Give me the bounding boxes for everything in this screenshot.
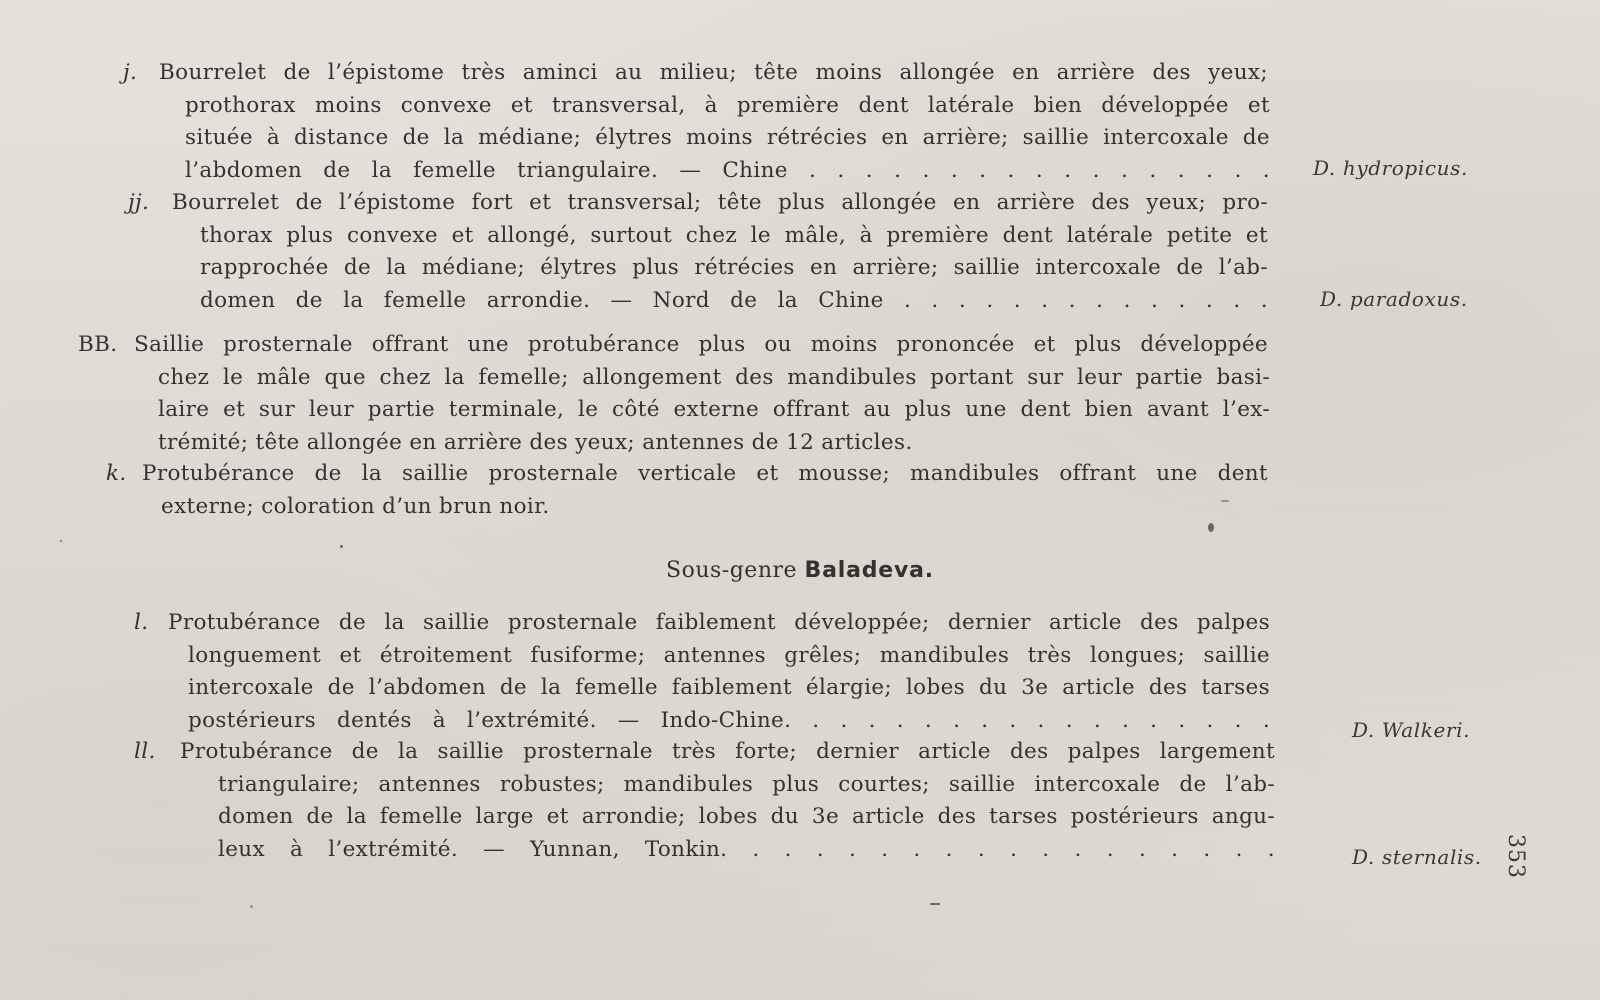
entry-line: rapprochée de la médiane; élytres plus rétrécies en arrière; saillie intercoxale de l’ab- xyxy=(200,255,1268,280)
entry-line: située à distance de la médiane; élytres moins rétrécies en arrière; saillie intercoxale de xyxy=(185,125,1270,150)
species-name: D. paradoxus. xyxy=(1320,287,1468,311)
entry-line: intercoxale de l’abdomen de la femelle faiblement élargie; lobes du 3e article des tarses xyxy=(188,675,1270,700)
entry-line: thorax plus convexe et allongé, surtout chez le mâle, à première dent latérale petite et xyxy=(200,222,1268,248)
entry-line: domen de la femelle arrondie. — Nord de la Chine . . . . . . . . . . . . . . xyxy=(200,287,1268,313)
key-entry-k xyxy=(106,458,1268,523)
subgenus-heading xyxy=(0,558,1600,583)
entry-line: Protubérance de la saillie prosternale verticale et mousse; mandibules offrant une dent xyxy=(142,461,1268,486)
entry-line: postérieurs dentés à l’extrémité. — Indo-Chine. . . . . . . . . . . . . . . . . . xyxy=(188,707,1270,733)
subgenus-name: Baladeva. xyxy=(804,558,934,583)
paper-speck xyxy=(1208,523,1214,532)
entry-line: longuement et étroitement fusiforme; antennes grêles; mandibules très longues; saillie xyxy=(188,642,1270,668)
key-entry-l xyxy=(134,607,1270,737)
entry-line: trémité; tête allongée en arrière des yeux; antennes de 12 articles. xyxy=(158,429,913,455)
entry-line: Saillie prosternale offrant une protubérance plus ou moins prononcée et plus développée xyxy=(134,332,1268,357)
species-name: D. hydropicus. xyxy=(1313,156,1468,180)
paper-speck xyxy=(250,905,253,908)
entry-line: l’abdomen de la femelle triangulaire. — Chine . . . . . . . . . . . . . . . . . xyxy=(185,157,1270,183)
entry-line: laire et sur leur partie terminale, le côté externe offrant au plus une dent bien avant l’ex- xyxy=(158,397,1270,422)
entry-line: leux à l’extrémité. — Yunnan, Tonkin. . . . . . . . . . . . . . . . . . xyxy=(218,836,1275,862)
subgenus-prefix: Sous-genre xyxy=(666,558,798,583)
entry-label: l. xyxy=(134,610,149,635)
key-entry-j xyxy=(123,57,1270,187)
entry-line: prothorax moins convexe et transversal, à première dent latérale bien développée et xyxy=(185,92,1270,118)
species-name: D. sternalis. xyxy=(1352,845,1482,869)
paper-speck xyxy=(1221,500,1229,502)
paper-speck xyxy=(60,540,62,542)
paper-speck xyxy=(340,545,343,548)
page-number: 353 xyxy=(1503,834,1528,879)
entry-line: Bourrelet de l’épistome très aminci au milieu; tête moins allongée en arrière des yeux; xyxy=(159,60,1268,85)
entry-line: Bourrelet de l’épistome fort et transversal; tête plus allongée en arrière des yeux; pro- xyxy=(172,190,1268,215)
entry-label: jj. xyxy=(128,190,150,215)
species-name: D. Walkeri. xyxy=(1352,718,1471,742)
entry-line: triangulaire; antennes robustes; mandibules plus courtes; saillie intercoxale de l’ab- xyxy=(218,771,1275,797)
entry-label: ll. xyxy=(134,739,156,764)
entry-line: Protubérance de la saillie prosternale faiblement développée; dernier article des palpes xyxy=(168,610,1270,635)
entry-line: chez le mâle que chez la femelle; allongement des mandibules portant sur leur partie basi- xyxy=(158,364,1270,390)
key-entry-BB xyxy=(78,329,1270,459)
key-entry-jj xyxy=(128,187,1268,317)
entry-line: externe; coloration d’un brun noir. xyxy=(161,493,550,519)
entry-line: Protubérance de la saillie prosternale très forte; dernier article des palpes largement xyxy=(180,739,1275,764)
entry-label: BB. xyxy=(78,332,118,357)
entry-label: j. xyxy=(123,60,138,85)
entry-label: k. xyxy=(106,461,127,486)
entry-line: domen de la femelle large et arrondie; lobes du 3e article des tarses postérieurs angu- xyxy=(218,804,1275,829)
paper-speck xyxy=(930,903,940,905)
key-entry-ll xyxy=(134,736,1275,866)
